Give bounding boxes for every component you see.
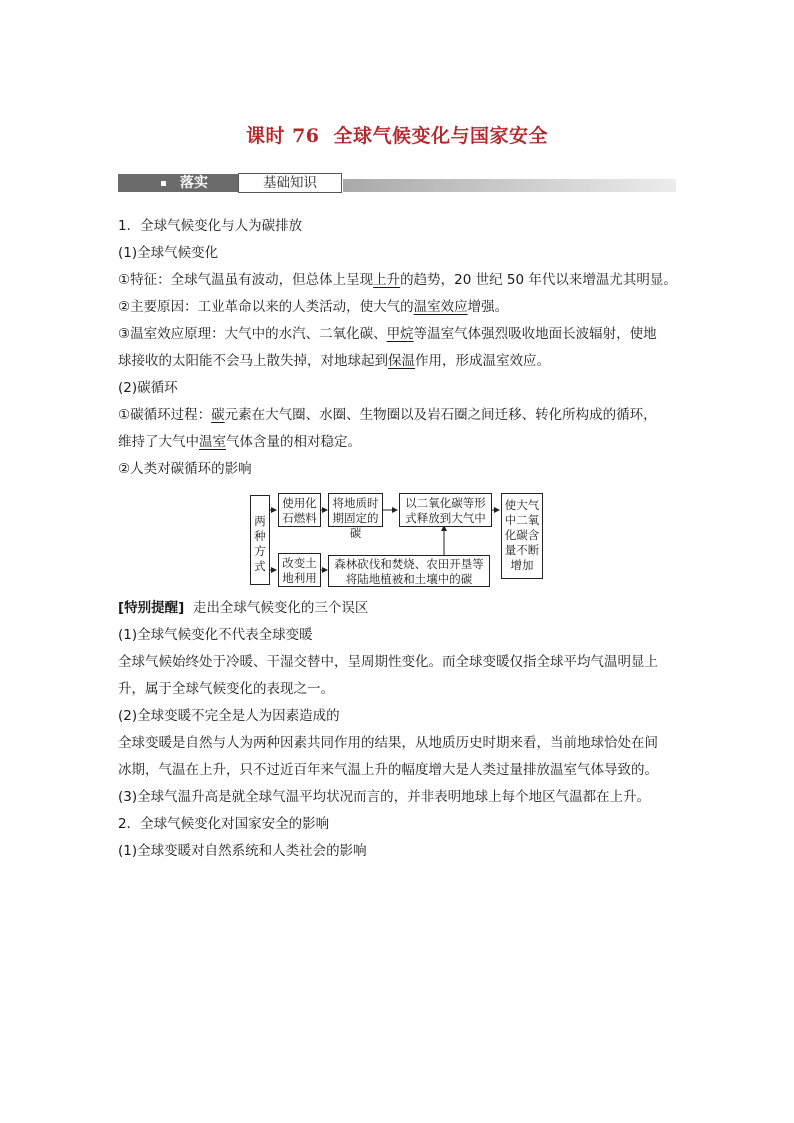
diagram-release-box [399, 493, 492, 527]
heading-1: 1．全球气候变化与人为碳排放 [118, 218, 303, 234]
diagram-result-label: 使大气中二氧化碳含量不断增加 [504, 498, 540, 572]
heading-2: 2．全球气候变化对国家安全的影响 [118, 816, 330, 832]
misconception-3: (3)全球气温升高是就全球气温平均状况而言的，并非表明地球上每个地区气温都在上升。 [118, 789, 651, 805]
diagram-root-label: 两种方式 [254, 514, 266, 573]
text: 的趋势，20 世纪 50 年代以来增温尤其明显。 [400, 272, 677, 288]
paragraph-human-impact: ②人类对碳循环的影响 [118, 461, 252, 477]
paragraph-carbon-cycle-1 [118, 405, 657, 425]
text: 气体含量的相对稳定。 [226, 434, 361, 450]
underlined-answer: 上升 [373, 272, 401, 288]
subheading-1-2: (2)碳循环 [118, 380, 178, 396]
diagram-way2-label: 改变土地利用 [282, 556, 317, 585]
text: ②主要原因：工业革命以来的人类活动，使大气的 [118, 299, 414, 315]
section-bar-gradient [343, 179, 676, 192]
tip-title: 走出全球气候变化的三个误区 [192, 600, 369, 616]
diagram-way1-step-box [328, 493, 383, 540]
text: ①碳循环过程： [118, 407, 212, 423]
section-tab-label: 落实 [180, 175, 208, 191]
underlined-answer: 碳 [211, 407, 225, 423]
diagram-way2-box [278, 553, 321, 587]
lesson-name: 全球气候变化与国家安全 [333, 125, 549, 147]
section-tab [118, 174, 238, 192]
tip-heading [118, 598, 368, 618]
misconception-2-text-1: 全球变暖是自然与人为两种因素共同作用的结果，从地质历史时期来看，当前地球恰处在间 [118, 735, 658, 751]
misconception-2-text-2: 冰期，气温在上升，只不过近百年来气温上升的幅度增大是人类过量排放温室气体导致的。 [118, 762, 658, 778]
subheading-1-1: (1)全球气候变化 [118, 245, 219, 261]
carbon-flow-diagram [248, 490, 548, 590]
text: ③温室效应原理：大气中的水汽、二氧化碳、 [118, 326, 387, 342]
paragraph-greenhouse-2 [118, 351, 550, 371]
text: 维持了大气中 [118, 434, 199, 450]
misconception-1-text-2: 升，属于全球气候变化的表现之一。 [118, 681, 334, 697]
tip-label: [特别提醒] [118, 600, 185, 616]
diagram-way1-label: 使用化石燃料 [282, 496, 317, 525]
underlined-answer: 温室 [199, 434, 226, 450]
paragraph-feature [118, 270, 677, 290]
misconception-1-text-1: 全球气候始终处于冷暖、干湿交替中，呈周期性变化。而全球变暖仅指全球平均气温明显上 [118, 654, 658, 670]
section-subtitle: 基础知识 [238, 173, 342, 193]
diagram-root-box [250, 495, 270, 585]
square-bullet-icon [161, 181, 166, 186]
lesson-number: 课时 76 [245, 125, 320, 147]
paragraph-carbon-cycle-2 [118, 432, 361, 452]
page-title [0, 121, 794, 148]
text: 球接收的太阳能不会马上散失掉，对地球起到 [118, 353, 388, 369]
subheading-2-1: (1)全球变暖对自然系统和人类社会的影响 [118, 843, 367, 859]
diagram-release-label: 以二氧化碳等形式释放到大气中 [405, 496, 486, 525]
text: 元素在大气圈、水圈、生物圈以及岩石圈之间迁移、转化所构成的循环， [224, 407, 657, 423]
text: 等温室气体强烈吸收地面长波辐射，使地 [413, 326, 657, 342]
text: 增强。 [467, 299, 509, 315]
text: ①特征：全球气温虽有波动，但总体上呈现 [118, 272, 374, 288]
diagram-way1-step-label: 将地质时期固定的碳 [332, 496, 379, 540]
paragraph-cause [118, 297, 508, 317]
misconception-1-heading: (1)全球气候变化不代表全球变暖 [118, 627, 313, 643]
diagram-result-box [501, 493, 543, 579]
text: 作用，形成温室效应。 [415, 353, 550, 369]
diagram-way2-step-box [328, 555, 490, 587]
diagram-way2-step-label: 森林砍伐和焚烧、农田开垦等将陆地植被和土壤中的碳 [334, 557, 484, 586]
section-header-bar [118, 172, 676, 194]
diagram-way1-box [278, 493, 321, 527]
paragraph-greenhouse-1 [118, 324, 657, 344]
underlined-answer: 甲烷 [386, 326, 414, 342]
misconception-2-heading: (2)全球变暖不完全是人为因素造成的 [118, 708, 340, 724]
underlined-answer: 温室效应 [413, 299, 468, 315]
underlined-answer: 保温 [388, 353, 415, 369]
